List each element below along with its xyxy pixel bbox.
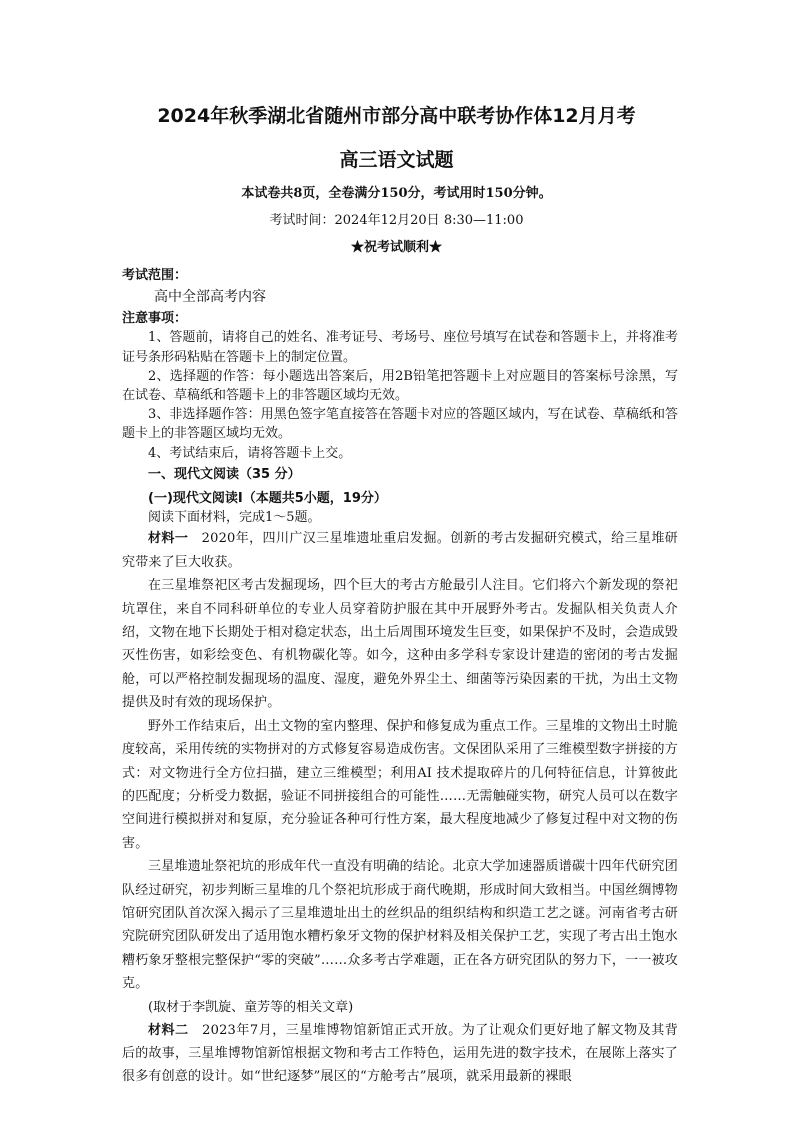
material1-label: 材料一 <box>148 531 189 547</box>
material1-para: 野外工作结束后，出土文物的室内整理、保护和修复成为重点工作。三星堆的文物出土时脆度较高，采用传统的实物拼对的方式修复容易造成伤害。文保团队采用了三维模型数字拼接的方式：对文物进行全方位扫描，建立三维模型；利用AI 技术提取碎片的几何特征信息，计算彼此的匹配度；分析受力数据，验证不同拼接组合的可能性……无需触碰实物，研究人员可以在数字空间进行模拟拼对和复原，充分验证各种可行性方案，最大程度地减少了修复过程中对文物的伤害。 <box>122 718 678 851</box>
exam-subtitle: 高三语文试题 <box>339 149 454 171</box>
blessing: ★祝考试顺利★ <box>350 240 442 255</box>
note-item: 3、非选择题作答：用黑色签字笔直接答在答题卡对应的答题区域内，写在试卷、草稿纸和答题卡上的非答题区域均无效。 <box>122 407 678 442</box>
scope-value: 高中全部高考内容 <box>154 289 266 306</box>
material1-para: 在三星堆祭祀区考古发掘现场，四个巨大的考古方舱最引人注目。它们将六个新发现的祭祀坑罩住，来自不同科研单位的专业人员穿着防护服在其中开展野外考古。发掘队相关负责人介绍，文物在地下长期处于相对稳定状态，出土后周围环境发生巨变，如果保护不及时，会造成毁灭性伤害，如彩绘变色、有机物碳化等。如今，这种由多学科专家设计建造的密闭的考古发掘舱，可以严格控制发掘现场的温度、湿度，避免外界尘土、细菌等污染因素的干扰，为出土文物提供及时有效的现场保护。 <box>122 578 678 711</box>
scope-label: 考试范围： <box>122 268 188 283</box>
exam-time: 考试时间：2024年12月20日 8:30—11:00 <box>269 213 524 228</box>
material1-text: 2020年，四川广汉三星堆遗址重启发掘。创新的考古发掘研究模式，给三星堆研究带来了巨大收获。 <box>122 531 678 570</box>
note-item: 4、考试结束后，请将答题卡上交。 <box>148 445 352 461</box>
material2-para <box>122 1019 678 1089</box>
notes-label: 注意事项： <box>122 311 188 327</box>
note-item: 1、答题前，请将自己的姓名、准考证号、考场号、座位号填写在试卷和答题卡上，并将准考证号条形码粘贴在答题卡上的制定位置。 <box>122 330 678 365</box>
material2-label: 材料二 <box>148 1022 189 1038</box>
subsection-prefix: (一)现代文阅读Ⅰ <box>148 491 243 507</box>
subsection-heading <box>122 489 678 508</box>
exam-info: 本试卷共8页，全卷满分150分，考试用时150分钟。 <box>241 186 552 201</box>
material2-text: 2023年7月，三星堆博物馆新馆正式开放。为了让观众们更好地了解文物及其背后的故事，三星堆博物馆新馆根据文物和考古工作特色，运用先进的数字技术，在展陈上落实了很多有创意的设计。如“世纪逐梦”展区的“方舱考古”展项，就采用最新的裸眼 <box>122 1022 678 1085</box>
section-heading: 一、现代文阅读（35 分） <box>148 466 301 482</box>
note-item: 2、选择题的作答：每小题选出答案后，用2B铅笔把答题卡上对应题目的答案标号涂黑，写在试卷、草稿纸和答题卡上的非答题区域均无效。 <box>122 368 678 404</box>
material1-para: 三星堆遗址祭祀坑的形成年代一直没有明确的结论。北京大学加速器质谱碳十四年代研究团队经过研究，初步判断三星堆的几个祭祀坑形成于商代晚期，形成时间大致相当。中国丝绸博物馆研究团队首次深入揭示了三星堆遗址出土的丝织品的组织结构和织造工艺之谜。河南省考古研究院研究团队研发出了适用饱水糟朽象牙文物的保护材料及相关保护工艺，实现了考古出土饱水糟朽象牙整根完整保护“零的突破”……众多考古学难题，正在各方研究团队的努力下，一一被攻克。 <box>122 859 678 992</box>
exam-title: 2024年秋季湖北省随州市部分高中联考协作体12月月考 <box>157 105 636 127</box>
subsection-bold: （本题共5小题，19分） <box>242 491 387 507</box>
exam-content <box>122 266 678 1089</box>
material1-source: (取材于李凯旋、童芳等的相关文章) <box>148 999 354 1015</box>
material1-para <box>122 527 678 574</box>
reading-instruction: 阅读下面材料，完成1～5题。 <box>148 510 321 526</box>
